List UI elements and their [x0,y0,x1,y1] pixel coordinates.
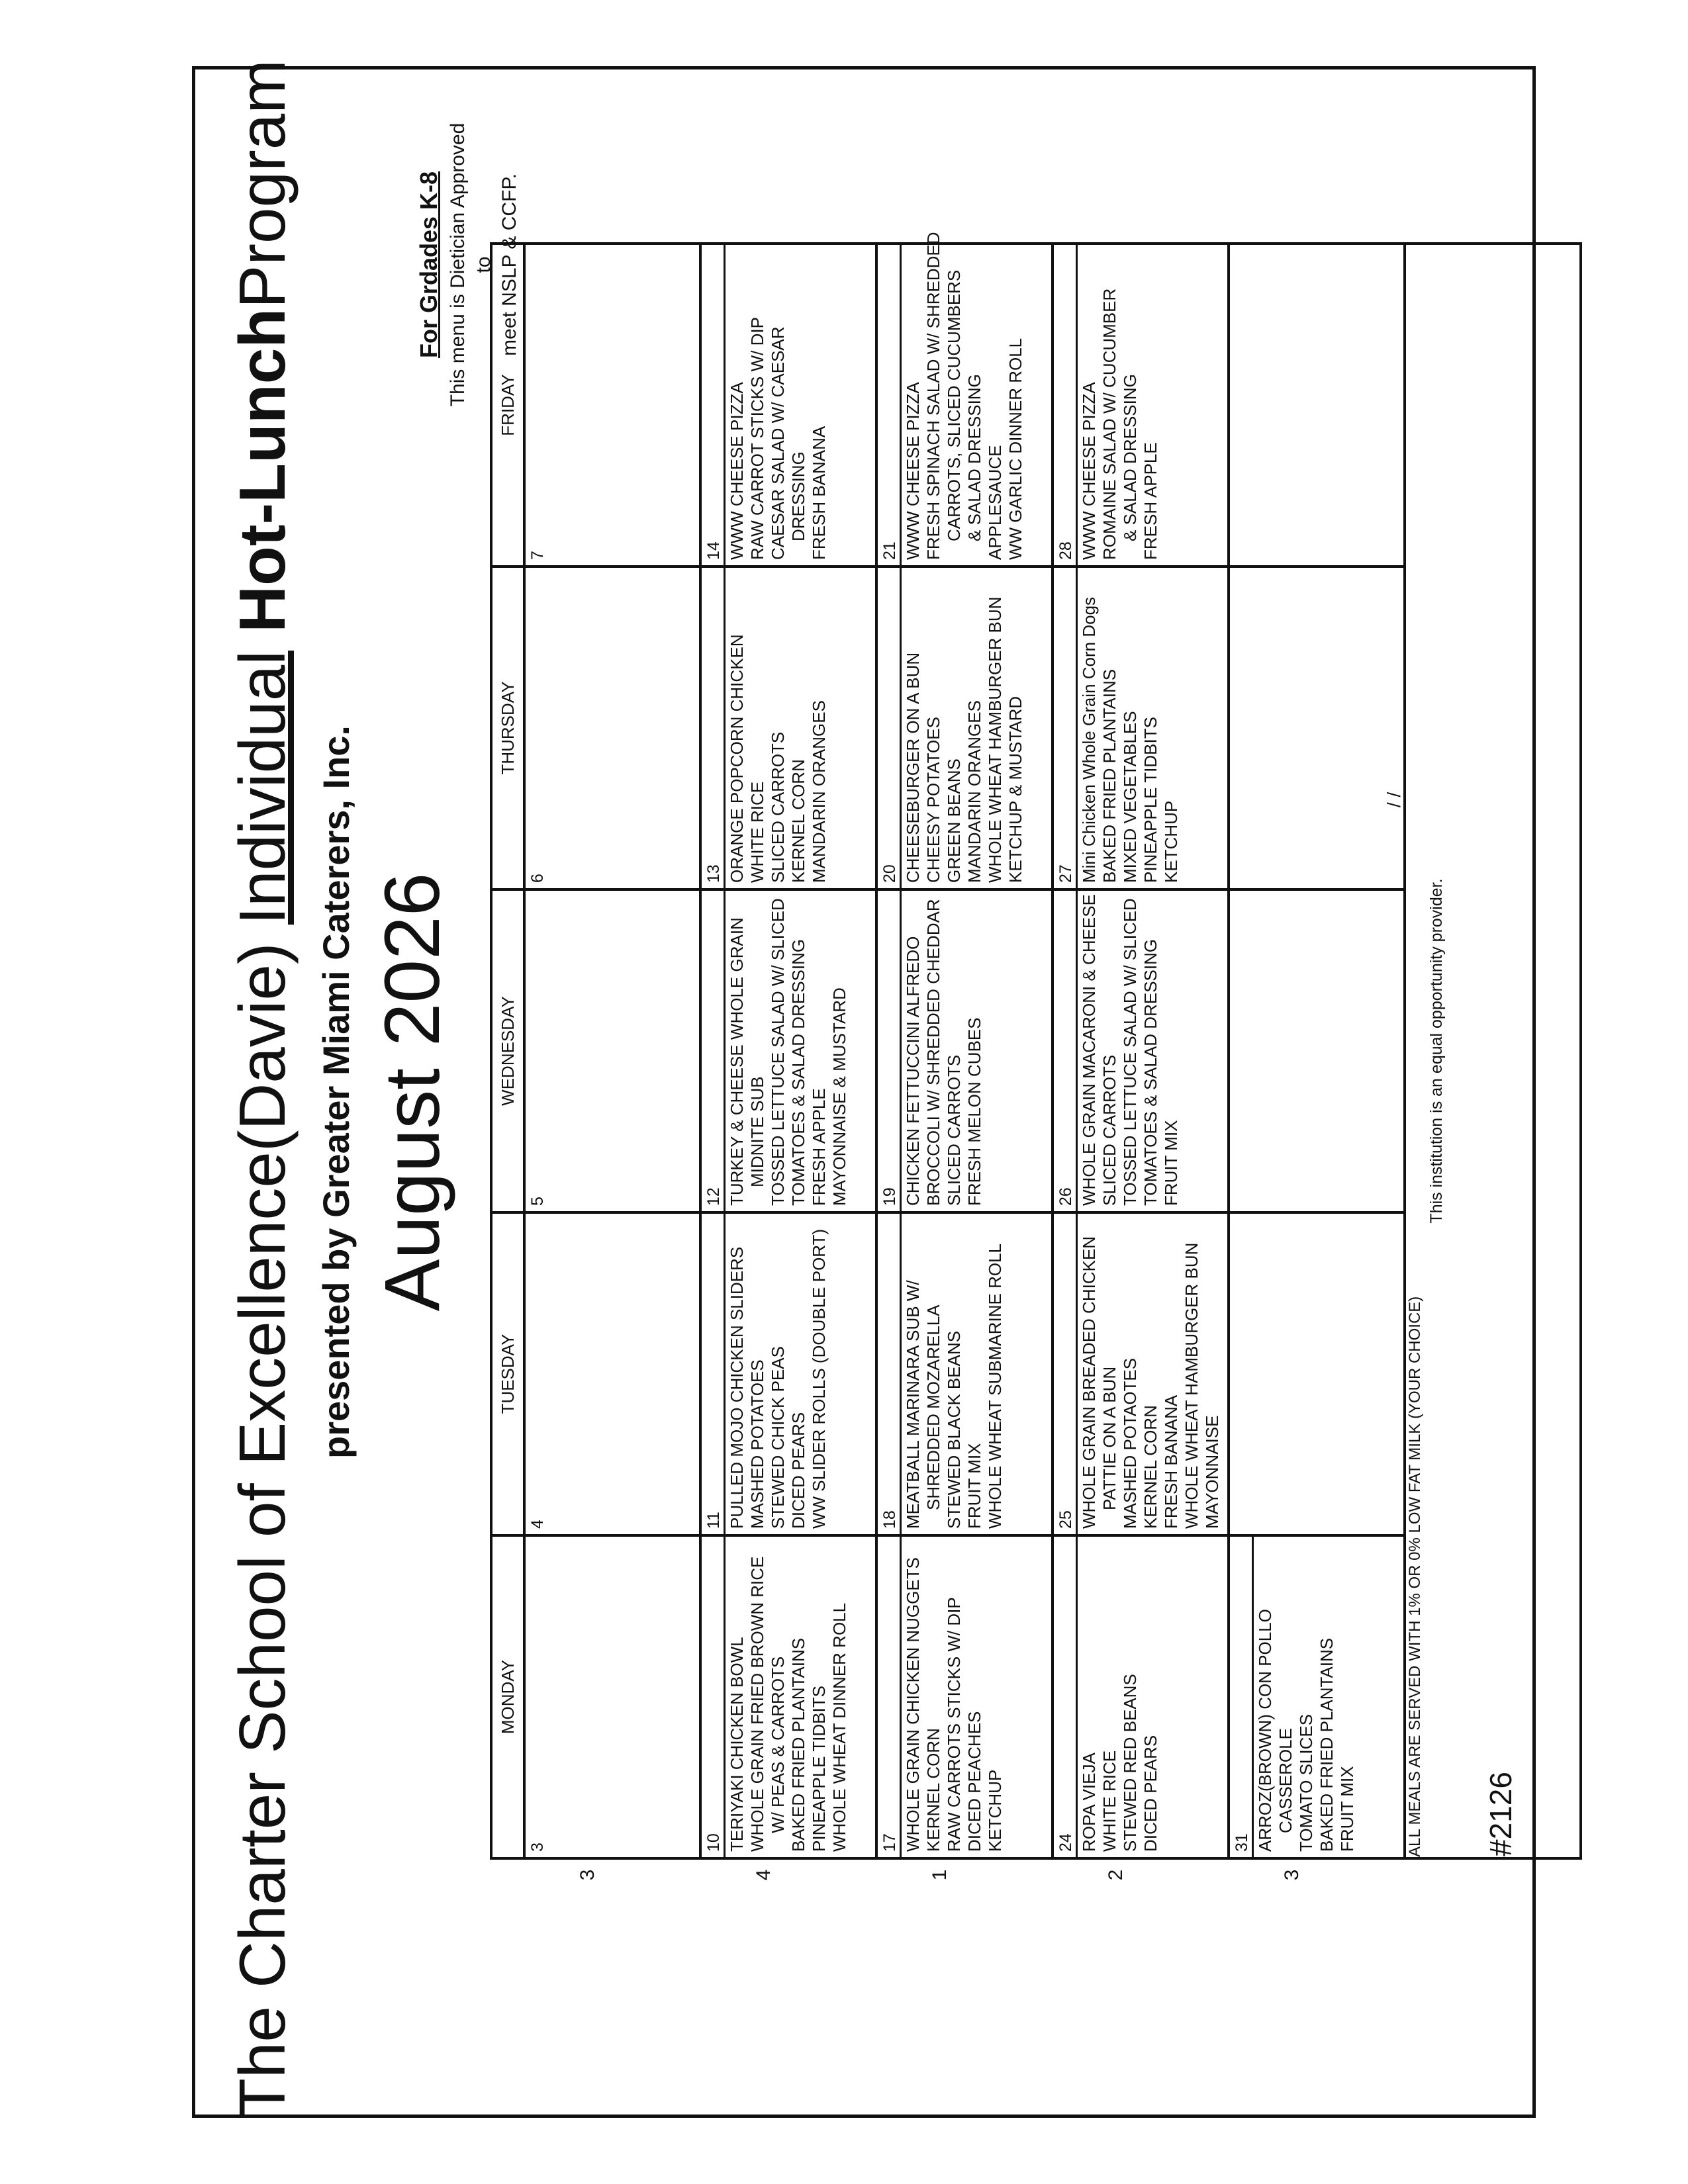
menu-items [726,568,831,888]
menu-item: SHREDDED MOZARELLA [923,1304,943,1510]
menu-item: TOSSED LETTUCE SALAD W/ SLICED [1120,898,1140,1206]
week-label: 1 [929,1869,951,1881]
day-cell [524,889,700,1212]
menu-item: WWW CHEESE PIZZA [903,382,923,560]
day-number: 28 [1054,245,1078,565]
menu-item: PINEAPPLE TIDBITS [1141,717,1160,883]
menu-items [1252,568,1254,888]
day-number: 11 [702,1214,726,1534]
menu-item: FRESH MELON CUBES [964,1017,984,1206]
menu-item: DICED PEARS [788,1412,808,1529]
week-label: 3 [1281,1869,1303,1881]
day-cell [700,567,876,889]
menu-item: MIXED VEGETABLES [1120,711,1140,883]
menu-item: WHOLE GRAIN MACARONI & CHEESE [1079,894,1099,1206]
menu-item: WW SLIDER ROLLS (DOUBLE PORT) [809,1228,829,1529]
menu-item: TERIYAKI CHICKEN BOWL [727,1637,747,1852]
menu-items [902,1537,1007,1857]
menu-item: WHOLE GRAIN FRIED BROWN RICE [747,1556,767,1852]
title-individual: Individual [226,651,299,925]
menu-item: FRESH APPLE [809,1088,829,1206]
equal-opportunity-note: This institution is an equal opportunity provider. [1427,878,1446,1224]
stray-mark: / / [1383,792,1404,807]
menu-items [1078,1214,1224,1534]
menu-items [726,1214,831,1534]
menu-item: PULLED MOJO CHICKEN SLIDERS [727,1246,747,1529]
day-cell [524,244,700,567]
day-number [1230,568,1252,888]
day-number: 25 [1054,1214,1078,1534]
day-cell [1229,1212,1405,1535]
menu-item: APPLESAUCE [985,445,1005,560]
day-cell [524,1212,700,1535]
menu-item: KERNEL CORN [923,1728,943,1852]
menu-item: WW GARLIC DINNER ROLL [1006,338,1025,560]
day-number: 31 [1230,1537,1254,1857]
menu-item: CHEESY POTATOES [923,717,943,883]
day-cell [1053,567,1229,889]
menu-items [547,891,550,1211]
menu-item: CHEESEBURGER ON A BUN [903,652,923,883]
dietician-note-line1: This menu is Dietician Approved to [446,122,494,407]
menu-item: SLICED CARROTS [768,731,788,883]
menu-item: MIDNITE SUB [747,1076,767,1187]
week-row [524,244,700,1858]
menu-items [547,568,550,888]
week-row [1229,244,1405,1858]
menu-item: DICED PEACHES [964,1711,984,1852]
menu-item: KERNEL CORN [788,759,808,883]
menu-items [1078,568,1183,888]
menu-item: WWW CHEESE PIZZA [1079,382,1099,560]
day-number: 6 [528,874,547,883]
menu-item: FRUIT MIX [1161,1120,1181,1206]
menu-items [1252,891,1254,1211]
menu-item: FRUIT MIX [964,1443,984,1529]
day-cell [1229,244,1405,567]
document-number: #2126 [1483,1772,1518,1856]
day-cell [1053,889,1229,1212]
menu-item: ROPA VIEJA [1079,1752,1099,1852]
day-number: 12 [702,891,726,1211]
weekday-tuesday: TUESDAY [491,1212,524,1535]
menu-item: STEWED RED BEANS [1120,1674,1140,1852]
title-prefix: The Charter School of Excellence(Davie) [226,925,299,2118]
week-row [700,244,876,1858]
dietician-note-line2: meet NSLP & CCFP. [498,173,520,356]
menu-item: Mini Chicken Whole Grain Corn Dogs [1079,596,1099,883]
menu-item: WHITE RICE [747,781,767,883]
menu-item: PATTIE ON A BUN [1100,1366,1119,1510]
menu-items [902,232,1027,565]
menu-item: MASHED POTATOES [747,1359,767,1529]
menu-items [1078,1537,1162,1857]
menu-items [902,891,986,1211]
menu-item: BAKED FRIED PLANTAINS [1100,668,1119,883]
weekday-friday: FRIDAY [491,244,524,567]
menu-page [192,60,1536,2118]
day-number: 4 [528,1520,547,1529]
day-cell [700,1212,876,1535]
menu-item: KETCHUP & MUSTARD [1006,696,1025,883]
menu-item: MAYONNAISE [1202,1415,1222,1529]
menu-item: CASSEROLE [1276,1728,1295,1833]
day-cell [1053,244,1229,567]
menu-item: TURKEY & CHEESE WHOLE GRAIN [727,917,747,1206]
weekday-monday: MONDAY [491,1535,524,1858]
day-cell [1053,1212,1229,1535]
menu-item: & SALAD DRESSING [1120,374,1140,541]
day-number [1230,891,1252,1211]
day-number: 24 [1054,1537,1078,1857]
week-row [876,244,1053,1858]
day-number: 20 [878,568,902,888]
footer-cell [1405,244,1581,1858]
menu-item: SLICED CARROTS [1100,1054,1119,1206]
day-number: 13 [702,568,726,888]
title-hot-lunch: Hot-Lunch [226,308,299,633]
menu-item: ORANGE POPCORN CHICKEN [727,634,747,883]
week-label: 2 [1105,1869,1127,1881]
menu-item: SLICED CARROTS [944,1054,964,1206]
menu-item: TOMATO SLICES [1296,1713,1316,1852]
menu-item: BROCCOLI W/ SHREDDED CHEDDAR [923,899,943,1206]
menu-item: KERNEL CORN [1141,1405,1160,1529]
menu-item: STEWED CHICK PEAS [768,1346,788,1529]
menu-subtitle: presented by Greater Miami Caterers, Inc. [315,725,357,1459]
footer-row [1405,244,1581,1858]
menu-item: WHITE RICE [1100,1750,1119,1852]
menu-item: GREEN BEANS [944,758,964,883]
menu-item: TOSSED LETTUCE SALAD W/ SLICED [768,898,788,1206]
menu-item: BAKED FRIED PLANTAINS [1317,1637,1336,1852]
menu-items [902,1214,1007,1534]
day-cell [1229,1535,1405,1858]
menu-item: CHICKEN FETTUCCINI ALFREDO [903,936,923,1206]
menu-item: ARROZ(BROWN) CON POLLO [1255,1609,1275,1852]
menu-item: FRUIT MIX [1337,1766,1357,1852]
menu-items [902,568,1027,888]
menu-items [1252,1214,1254,1534]
menu-calendar [490,232,1582,1860]
menu-items [1252,245,1254,565]
menu-items [1254,1537,1359,1857]
week-label: 4 [753,1869,774,1881]
day-number: 21 [878,245,902,565]
menu-item: RAW CARROTS STICKS W/ DIP [944,1597,964,1852]
menu-item: WHOLE WHEAT HAMBURGER BUN [985,596,1005,883]
menu-item: FRESH BANANA [1161,1394,1181,1529]
menu-items [726,245,831,565]
menu-item: MANDARIN ORANGES [964,700,984,883]
menu-item: FRESH SPINACH SALAD W/ SHREDDED [923,232,943,560]
menu-item: WHOLE GRAIN BREADED CHICKEN [1079,1236,1099,1529]
day-cell [876,889,1053,1212]
menu-items [547,245,550,565]
menu-item: MASHED POTAOTES [1120,1357,1140,1529]
menu-item: KETCHUP [1161,800,1181,883]
day-number: 14 [702,245,726,565]
grades-label: For Grdades K-8 [415,171,442,359]
day-number: 27 [1054,568,1078,888]
menu-item: MEATBALL MARINARA SUB W/ [903,1280,923,1529]
week-row [1053,244,1229,1858]
title-suffix: Program [226,60,299,308]
day-cell [700,889,876,1212]
menu-items [1078,245,1162,565]
day-cell [1053,1535,1229,1858]
day-number: 5 [528,1197,547,1206]
menu-item: TOMATOES & SALAD DRESSING [788,938,808,1206]
menu-item: DRESSING [788,451,808,541]
menu-month: August 2026 [369,872,456,1312]
weekday-header-row [491,244,524,1858]
menu-item: STEWED BLACK BEANS [944,1330,964,1529]
menu-item: MANDARIN ORANGES [809,700,829,883]
menu-items [1078,891,1183,1211]
menu-items [547,1214,550,1534]
menu-title [226,60,299,2118]
day-cell [524,1535,700,1858]
day-number: 10 [702,1537,726,1857]
day-number: 7 [528,551,547,560]
menu-item: & SALAD DRESSING [964,374,984,541]
day-cell [700,244,876,567]
menu-item: W/ PEAS & CARROTS [768,1656,788,1833]
menu-item: PINEAPPLE TIDBITS [809,1686,829,1852]
menu-items [726,891,851,1211]
day-number: 18 [878,1214,902,1534]
day-cell [876,232,1053,567]
day-number: 17 [878,1537,902,1857]
menu-item: CARROTS, SLICED CUCUMBERS [944,269,964,541]
menu-items [726,1537,851,1857]
menu-item: BAKED FRIED PLANTAINS [788,1637,808,1852]
day-cell [876,1212,1053,1535]
menu-item: DICED PEARS [1141,1735,1160,1852]
menu-item: FRESH APPLE [1141,442,1160,560]
day-cell [700,1535,876,1858]
day-cell [1229,567,1405,889]
menu-item: WHOLE GRAIN CHICKEN NUGGETS [903,1557,923,1852]
day-cell [524,567,700,889]
milk-note: ALL MEALS ARE SERVED WITH 1% OR 0% LOW FAT MILK (YOUR CHOICE) [1406,1296,1424,1857]
menu-item: CAESAR SALAD W/ CAESAR [768,326,788,560]
menu-item: KETCHUP [985,1769,1005,1852]
day-cell [1229,889,1405,1212]
weekday-thursday: THURSDAY [491,567,524,889]
day-number: 19 [878,891,902,1211]
menu-item: WWW CHEESE PIZZA [727,382,747,560]
menu-items [547,1537,550,1857]
day-number: 3 [528,1843,547,1852]
day-number [1230,1214,1252,1534]
menu-item: ROMAINE SALAD W/ CUCUMBER [1100,288,1119,560]
menu-item: RAW CARROT STICKS W/ DIP [747,317,767,560]
day-cell [876,1535,1053,1858]
menu-item: WHOLE WHEAT HAMBURGER BUN [1182,1242,1201,1529]
menu-item: WHOLE WHEAT SUBMARINE ROLL [985,1244,1005,1529]
week-label: 3 [577,1869,598,1881]
menu-item: TOMATOES & SALAD DRESSING [1141,938,1160,1206]
day-cell [876,567,1053,889]
day-number: 26 [1054,891,1078,1211]
menu-item: FRESH BANANA [809,426,829,560]
weekday-wednesday: WEDNESDAY [491,889,524,1212]
menu-item: WHOLE WHEAT DINNER ROLL [829,1602,849,1852]
day-number [1230,245,1252,565]
menu-item: MAYONNAISE & MUSTARD [829,987,849,1206]
